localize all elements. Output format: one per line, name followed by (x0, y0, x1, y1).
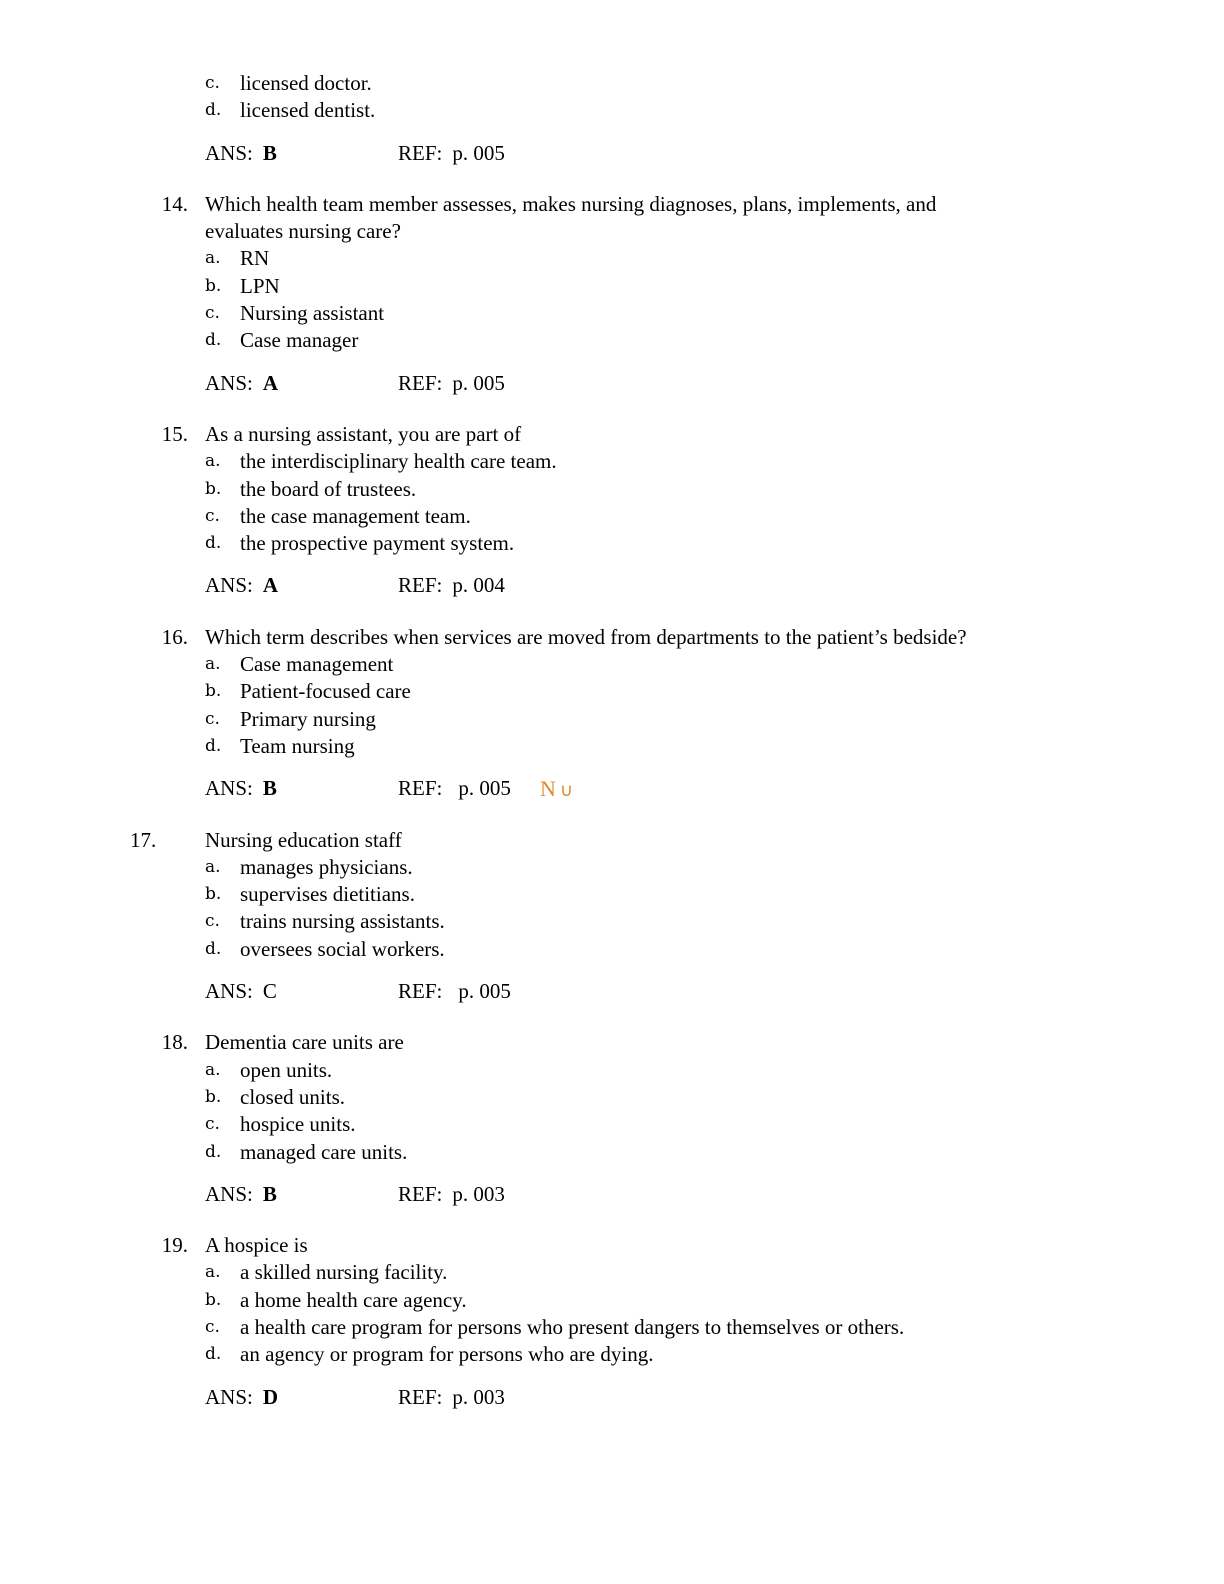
option-text: managed care units. (240, 1139, 408, 1164)
option-row (0, 651, 1224, 678)
option-row (0, 448, 1224, 475)
question-text: Which health team member assesses, makes nursing diagnoses, plans, implements, and (205, 191, 937, 216)
option-row (0, 245, 1224, 272)
ans-label-text: ANS: (205, 1181, 253, 1206)
option-letter: c. (205, 911, 220, 932)
option-text: Team nursing (240, 733, 355, 758)
question-item (0, 624, 1224, 803)
option-row (0, 1259, 1224, 1286)
question-text: evaluates nursing care? (205, 219, 401, 244)
reference-page: p. 005 (452, 370, 505, 395)
option-letter: d. (205, 1344, 222, 1365)
option-row (0, 530, 1224, 557)
handwritten-annotation-mark (540, 776, 573, 803)
question-line (0, 421, 1224, 448)
option-letter: a. (205, 248, 221, 269)
option-text: Primary nursing (240, 706, 376, 731)
answer-value: B (262, 140, 277, 165)
option-row (0, 503, 1224, 530)
answer-row (0, 370, 1224, 397)
option-row (0, 706, 1224, 733)
option-letter: b. (205, 681, 222, 702)
option-letter: b. (205, 478, 222, 499)
option-letter: d. (205, 938, 222, 959)
option-letter: a. (205, 654, 221, 675)
option-text: an agency or program for persons who are dying. (240, 1342, 654, 1367)
ref-label-text: REF: (398, 979, 443, 1004)
option-text: oversees social workers. (240, 936, 445, 961)
option-text: LPN (240, 273, 280, 298)
option-text: the board of trustees. (240, 476, 417, 501)
option-letter: c. (205, 1114, 220, 1135)
option-letter: a. (205, 1262, 221, 1283)
option-row (0, 678, 1224, 705)
question-item (0, 1232, 1224, 1411)
reference-page: p. 004 (452, 573, 505, 598)
option-letter: a. (205, 856, 221, 877)
option-letter: a. (205, 1059, 221, 1080)
answer-label (205, 370, 278, 397)
reference-page: p. 005 (452, 140, 505, 165)
question-line (0, 218, 1224, 245)
option-text: the interdisciplinary health care team. (240, 449, 557, 474)
option-row (0, 854, 1224, 881)
option-text: the prospective payment system. (240, 531, 515, 556)
reference (398, 775, 511, 802)
option-letter: b. (205, 884, 222, 905)
option-row (0, 327, 1224, 354)
answer-value: C (262, 979, 277, 1004)
option-row (0, 273, 1224, 300)
option-text: open units. (240, 1057, 333, 1082)
option-text: manages physicians. (240, 854, 413, 879)
reference-page: p. 003 (452, 1181, 505, 1206)
option-row (0, 300, 1224, 327)
answer-row (0, 572, 1224, 599)
option-text: Nursing assistant (240, 301, 385, 326)
question-text: As a nursing assistant, you are part of (205, 421, 522, 446)
reference (398, 978, 511, 1005)
answer-value: A (262, 370, 279, 395)
option-text: a home health care agency. (240, 1287, 467, 1312)
question-line (0, 827, 1224, 854)
option-row (0, 1111, 1224, 1138)
reference (398, 370, 505, 397)
option-letter: c. (205, 505, 220, 526)
answer-row (0, 140, 1224, 167)
answer-row (0, 775, 1224, 802)
option-text: Case management (240, 652, 394, 677)
ref-label-text: REF: (398, 573, 443, 598)
option-row (0, 1057, 1224, 1084)
option-letter: d. (205, 100, 222, 121)
annotation-curl: ∪ (559, 780, 574, 800)
option-row (0, 936, 1224, 963)
ans-label-text: ANS: (205, 979, 253, 1004)
option-letter: b. (205, 1086, 222, 1107)
question-number: 18. (161, 1030, 188, 1055)
answer-value: B (262, 776, 277, 801)
question-continued (0, 70, 1224, 167)
option-letter: d. (205, 533, 222, 554)
answer-label (205, 978, 277, 1005)
question-number: 17. (130, 827, 157, 852)
option-letter: d. (205, 735, 222, 756)
option-text: licensed doctor. (240, 71, 372, 95)
reference-page: p. 005 (458, 776, 511, 801)
answer-value: D (262, 1384, 279, 1409)
option-letter: c. (205, 73, 220, 93)
question-number: 14. (161, 191, 188, 216)
document-page (0, 70, 1224, 1411)
answer-label (205, 775, 277, 802)
ref-label-text: REF: (398, 140, 443, 165)
answer-label (205, 1384, 278, 1411)
option-row (0, 1341, 1224, 1368)
option-text: the case management team. (240, 503, 471, 528)
question-line (0, 1029, 1224, 1056)
question-text: Nursing education staff (205, 827, 402, 852)
question-number: 16. (161, 624, 188, 649)
question-item (0, 1029, 1224, 1208)
question-line (0, 191, 1224, 218)
option-text: trains nursing assistants. (240, 909, 445, 934)
question-item (0, 827, 1224, 1006)
option-row (0, 476, 1224, 503)
answer-value: B (262, 1181, 277, 1206)
option-text: licensed dentist. (240, 98, 376, 123)
option-text: hospice units. (240, 1112, 356, 1137)
answer-row (0, 1181, 1224, 1208)
option-row (0, 881, 1224, 908)
ans-label-text: ANS: (205, 140, 253, 165)
reference-page: p. 003 (452, 1384, 505, 1409)
ref-label-text: REF: (398, 1181, 443, 1206)
question-number: 19. (161, 1233, 188, 1258)
option-text: a skilled nursing facility. (240, 1260, 448, 1285)
ans-label-text: ANS: (205, 573, 253, 598)
question-line (0, 624, 1224, 651)
question-text: Dementia care units are (205, 1030, 404, 1055)
reference (398, 140, 505, 167)
option-letter: b. (205, 1289, 222, 1310)
option-letter: d. (205, 1141, 222, 1162)
option-row (0, 1287, 1224, 1314)
question-number: 15. (161, 421, 188, 446)
reference (398, 572, 505, 599)
ref-label-text: REF: (398, 1384, 443, 1409)
option-row (0, 1314, 1224, 1341)
ans-label-text: ANS: (205, 1384, 253, 1409)
option-letter: c. (205, 708, 220, 729)
ans-label-text: ANS: (205, 370, 253, 395)
option-letter: a. (205, 451, 221, 472)
answer-label (205, 1181, 277, 1208)
question-line (0, 1232, 1224, 1259)
answer-label (205, 572, 278, 599)
option-text: Case manager (240, 328, 359, 353)
question-text: Which term describes when services are moved from departments to the patient’s bedside? (205, 624, 967, 649)
ans-label-text: ANS: (205, 776, 253, 801)
reference (398, 1384, 505, 1411)
ref-label-text: REF: (398, 776, 443, 801)
option-row (0, 908, 1224, 935)
question-text: A hospice is (205, 1233, 308, 1258)
option-letter: d. (205, 330, 222, 351)
option-letter: c. (205, 1316, 220, 1337)
option-text: supervises dietitians. (240, 882, 415, 907)
option-row (0, 1084, 1224, 1111)
option-letter: c. (205, 303, 220, 324)
option-letter: b. (205, 275, 222, 296)
option-row (0, 97, 1224, 124)
reference (398, 1181, 505, 1208)
option-text: closed units. (240, 1084, 345, 1109)
answer-value: A (262, 573, 279, 598)
question-item (0, 421, 1224, 600)
option-row (0, 70, 1224, 97)
ref-label-text: REF: (398, 370, 443, 395)
option-text: Patient-focused care (240, 679, 411, 704)
answer-label (205, 140, 277, 167)
reference-page: p. 005 (458, 979, 511, 1004)
question-item (0, 191, 1224, 397)
answer-row (0, 1384, 1224, 1411)
option-text: RN (240, 246, 270, 271)
option-text: a health care program for persons who present dangers to themselves or others. (240, 1314, 905, 1339)
option-row (0, 1139, 1224, 1166)
answer-row (0, 978, 1224, 1005)
annotation-text: N (540, 776, 556, 801)
option-row (0, 733, 1224, 760)
